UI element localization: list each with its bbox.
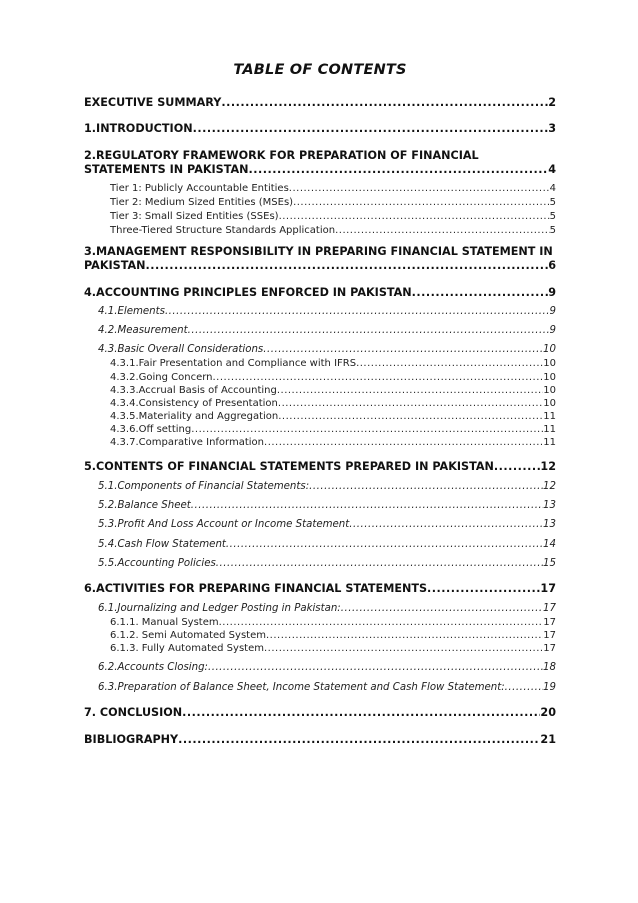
toc-entry-label: 7. CONCLUSION: [84, 706, 183, 719]
toc-entry-page: 5: [549, 197, 556, 208]
toc-entry-label: Tier 2: Medium Sized Entities (MSEs): [110, 197, 294, 208]
toc-entry-label: 4.3.3.Accrual Basis of Accounting: [110, 385, 277, 396]
toc-entry: [98, 601, 556, 616]
toc-entry-label: 4.3.4.Consistency of Presentation: [110, 398, 278, 409]
toc-entry: [84, 705, 556, 720]
toc-entry: [84, 732, 556, 747]
toc-leader-dots: [279, 209, 550, 224]
toc-entry: [84, 121, 556, 136]
toc-entry-label: 6.1.3. Fully Automated System: [110, 643, 264, 654]
toc-entry: [98, 479, 556, 494]
toc-entry-page: 11: [543, 411, 556, 422]
toc-leader-dots: [412, 285, 549, 300]
toc-entry: [110, 435, 556, 450]
toc-entry: [98, 537, 556, 552]
toc-leader-dots: [505, 680, 543, 695]
toc-leader-dots: [494, 459, 541, 474]
toc-entry: [98, 304, 556, 319]
toc-entry-page: 10: [543, 344, 556, 355]
toc-entry-page: 10: [543, 372, 556, 383]
toc-leader-dots: [182, 705, 540, 720]
toc-entry-page: 4: [549, 183, 556, 194]
toc-entry: [98, 660, 556, 675]
toc-entry: [84, 95, 556, 110]
toc-entry-label: 6.2.Accounts Closing:: [98, 662, 208, 673]
toc-leader-dots: [216, 556, 543, 571]
toc-entry: [110, 641, 556, 656]
toc-entry-label: 4.ACCOUNTING PRINCIPLES ENFORCED IN PAKISTAN: [84, 286, 412, 299]
toc-leader-dots: [349, 517, 543, 532]
toc-entry-label: 4.3.Basic Overall Considerations: [98, 344, 264, 355]
toc-entry-page: 9: [548, 286, 556, 299]
toc-leader-dots: [263, 342, 543, 357]
toc-entry-page: 17: [543, 630, 556, 641]
toc-entry-page: 12: [540, 460, 556, 473]
toc-entry-page: 11: [543, 437, 556, 448]
toc-entry-page: 6: [548, 259, 556, 272]
toc-entry-label: 5.4.Cash Flow Statement: [98, 539, 226, 550]
toc-leader-dots: [165, 304, 550, 319]
toc-entry-label: 4.3.7.Comparative Information: [110, 437, 265, 448]
toc-entry: [110, 181, 556, 196]
toc-leader-dots: [188, 323, 550, 338]
toc-entry-label: 4.3.1.Fair Presentation and Compliance with IFRS: [110, 358, 357, 369]
toc-entry: [98, 342, 556, 357]
toc-entry-label: 5.2.Balance Sheet: [98, 500, 191, 511]
toc-entry-label: 6.3.Preparation of Balance Sheet, Income Statement and Cash Flow Statement:: [98, 682, 505, 693]
toc-entry-page: 21: [540, 733, 556, 746]
toc-entry: [110, 195, 556, 210]
page-title: TABLE OF CONTENTS: [233, 62, 407, 78]
toc-entry-page: 17: [540, 582, 556, 595]
toc-entry-label: 6.ACTIVITIES FOR PREPARING FINANCIAL STATEMENTS: [84, 582, 428, 595]
toc-entry-page: 4: [548, 163, 556, 176]
toc-leader-dots: [289, 181, 550, 196]
toc-entry-page: 5: [549, 211, 556, 222]
toc-leader-dots: [146, 258, 549, 273]
toc-leader-dots: [221, 95, 548, 110]
toc-entry-label: 6.1.2. Semi Automated System: [110, 630, 266, 641]
toc-entry-page: 9: [549, 306, 556, 317]
toc-entry-label-line1: 2.REGULATORY FRAMEWORK FOR PREPARATION OF FINANCIAL: [84, 149, 479, 162]
toc-entry: [84, 459, 556, 474]
toc-entry-page: 17: [543, 603, 556, 614]
toc-entry-label: 5.1.Components of Financial Statements:: [98, 481, 310, 492]
toc-entry-label: 4.3.2.Going Concern: [110, 372, 213, 383]
toc-entry: [110, 356, 556, 371]
toc-entry-label: STATEMENTS IN PAKISTAN: [84, 163, 249, 176]
toc-entry: [98, 680, 556, 695]
toc-leader-dots: [249, 162, 549, 177]
toc-entry-label: 5.3.Profit And Loss Account or Income Statement: [98, 519, 350, 530]
toc-entry-page: 17: [543, 643, 556, 654]
toc-entry-label: PAKISTAN: [84, 259, 146, 272]
toc-entry: [84, 162, 556, 177]
toc-leader-dots: [191, 498, 543, 513]
toc-entry-page: 5: [549, 225, 556, 236]
toc-leader-dots: [178, 732, 540, 747]
toc-entry-label: 5.5.Accounting Policies: [98, 558, 216, 569]
toc-entry-label: Tier 3: Small Sized Entities (SSEs): [110, 211, 279, 222]
toc-leader-dots: [335, 223, 550, 238]
toc-entry-page: 9: [549, 325, 556, 336]
toc-leader-dots: [193, 121, 549, 136]
toc-entry: [84, 581, 556, 596]
toc-entry-page: 20: [540, 706, 556, 719]
toc-leader-dots: [264, 435, 543, 450]
toc-entry-page: 2: [548, 96, 556, 109]
toc-entry-label: 4.3.6.Off setting: [110, 424, 192, 435]
toc-entry: [98, 556, 556, 571]
toc-entry-label-line1: 3.MANAGEMENT RESPONSIBILITY IN PREPARING FINANCIAL STATEMENT IN: [84, 245, 553, 258]
toc-entry-page: 13: [543, 500, 556, 511]
toc-entry-label: 4.3.5.Materiality and Aggregation: [110, 411, 279, 422]
toc-leader-dots: [264, 641, 543, 656]
toc-entry: [110, 223, 556, 238]
toc-entry-page: 10: [543, 358, 556, 369]
toc-entry: [110, 209, 556, 224]
toc-entry-page: 18: [543, 662, 556, 673]
toc-entry-label: 6.1.Journalizing and Ledger Posting in Pakistan:: [98, 603, 341, 614]
toc-entry: [98, 498, 556, 513]
toc-entry-label: Three-Tiered Structure Standards Application: [110, 225, 336, 236]
toc-entry-label: BIBLIOGRAPHY: [84, 733, 179, 746]
toc-entry-page: 13: [543, 519, 556, 530]
toc-entry: [98, 323, 556, 338]
toc-entry-label: 5.CONTENTS OF FINANCIAL STATEMENTS PREPARED IN PAKISTAN: [84, 460, 494, 473]
toc-entry: [84, 258, 556, 273]
toc-leader-dots: [356, 356, 543, 371]
toc-entry-label: 4.2.Measurement: [98, 325, 188, 336]
toc-leader-dots: [208, 660, 543, 675]
toc-entry-page: 19: [543, 682, 556, 693]
toc-entry-page: 14: [543, 539, 556, 550]
toc-entry: [98, 517, 556, 532]
toc-entry-label: 4.1.Elements: [98, 306, 165, 317]
toc-entry-page: 15: [543, 558, 556, 569]
toc-entry-page: 11: [543, 424, 556, 435]
toc-leader-dots: [309, 479, 543, 494]
toc-entry-label: Tier 1: Publicly Accountable Entities: [110, 183, 289, 194]
toc-entry-page: 12: [543, 481, 556, 492]
toc-entry-page: 10: [543, 398, 556, 409]
toc-leader-dots: [293, 195, 550, 210]
toc-leader-dots: [226, 537, 543, 552]
toc-entry-label: 6.1.1. Manual System: [110, 617, 219, 628]
toc-entry-page: 10: [543, 385, 556, 396]
toc-leader-dots: [341, 601, 543, 616]
toc-entry-label: 1.INTRODUCTION: [84, 122, 193, 135]
toc-leader-dots: [427, 581, 540, 596]
toc-entry-label: EXECUTIVE SUMMARY: [84, 96, 222, 109]
toc-entry: [84, 285, 556, 300]
toc-entry-page: 3: [548, 122, 556, 135]
toc-entry-page: 17: [543, 617, 556, 628]
